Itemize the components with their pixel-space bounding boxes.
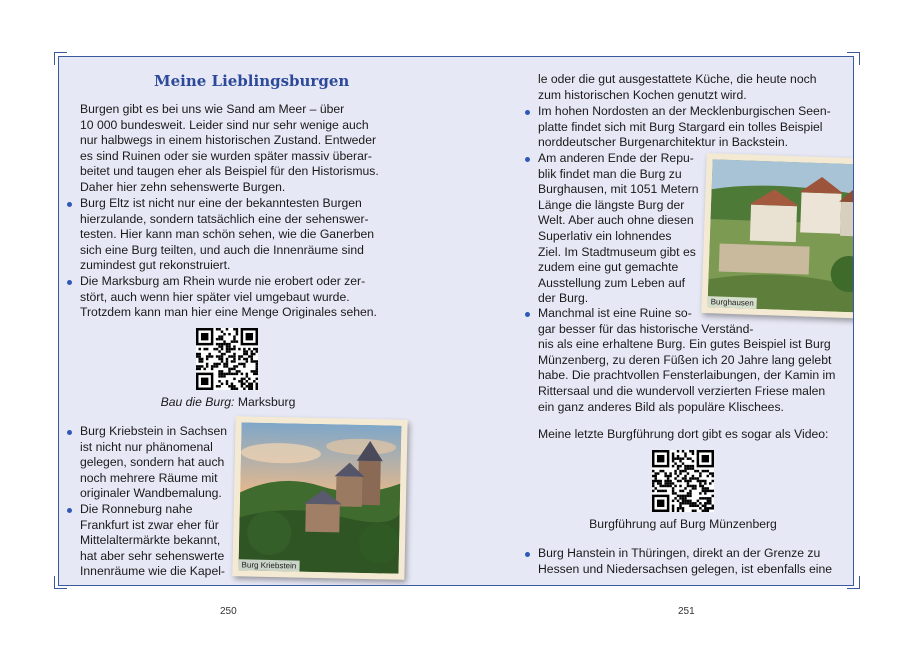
text-line: gelegen, sondern hat auch <box>80 455 225 470</box>
bullet-list-bottom <box>66 424 241 580</box>
text-line: Münzenberg, zu deren Füßen ich 20 Jahre lang gelebt <box>538 352 832 367</box>
photo-burg-kriebstein <box>232 416 407 580</box>
video-line: Meine letzte Burgführung dort gibt es sogar als Video: <box>538 427 829 441</box>
bullet-list-top <box>66 196 450 321</box>
text-line: testen. Hier kann man schön sehen, wie die Ganerben <box>80 227 375 242</box>
text-line: Die Ronneburg nahe <box>80 501 193 516</box>
bullet-list-right-lower <box>524 306 850 415</box>
text-line: es sind Ruinen oder sie wurden später massiv überar- <box>80 148 372 163</box>
text-line: Frankfurt ist zwar eher für <box>80 517 219 532</box>
text-line: ein ganz anderes Bild als populäre Klischees. <box>538 399 784 414</box>
text-line: ist nicht nur phänomenal <box>80 439 213 454</box>
text-line: der Burg. <box>538 291 589 306</box>
list-item-burg-eltz <box>66 196 450 274</box>
text-line: Daher hier zehn sehenswerte Burgen. <box>80 179 286 194</box>
text-line: Manchmal ist eine Ruine so- <box>538 306 692 320</box>
list-item-stargard <box>524 104 850 151</box>
text-line: gar besser für das historische Verständ- <box>538 321 754 336</box>
list-item-hanstein <box>524 546 850 577</box>
qr-caption-marksburg: Bau die Burg: Marksburg <box>160 395 296 409</box>
photo-label-kriebstein: Burg Kriebstein <box>238 559 299 571</box>
text-line: Innenräume wie die Kapel- <box>80 564 225 579</box>
text-line: hierzulande, sondern tatsächlich eine der sehenswer- <box>80 211 369 226</box>
castle-photo-illustration <box>238 422 401 573</box>
photo-burghausen <box>701 153 854 319</box>
text-line: zumindest gut rekonstruiert. <box>80 258 231 273</box>
text-line: nur halbwegs in einem historischen Zustand. Entweder <box>80 133 377 148</box>
list-item-marksburg <box>66 274 450 321</box>
right-page <box>456 56 854 586</box>
text-line: stört, auch wenn hier später viel umgebaut wurde. <box>80 289 350 304</box>
bullet-list-right-mid <box>524 151 724 307</box>
castle-photo-illustration <box>707 159 854 313</box>
text-line: Trotzdem kann man hier eine Menge Originales sehen. <box>80 305 377 320</box>
qr-caption-muenzenberg: Burgführung auf Burg Münzenberg <box>589 517 777 531</box>
continued-paragraph <box>538 72 848 103</box>
text-line: Im hohen Nordosten an der Mecklenburgischen Seen- <box>538 104 831 118</box>
bullet-list-right-top <box>524 104 850 151</box>
text-line: sich eine Burg teilten, und auch die Innenräume sind <box>80 242 364 257</box>
text-line: Länge die längste Burg der <box>538 197 685 212</box>
text-line: nis als eine erhaltene Burg. Ein gutes Beispiel ist Burg <box>538 337 831 352</box>
frame-corner-ornament <box>847 52 860 65</box>
list-item-kriebstein <box>66 424 241 502</box>
list-item-muenzenberg <box>524 306 850 415</box>
text-line: zum historischen Kochen genutzt wird. <box>538 87 747 102</box>
video-paragraph <box>538 427 848 443</box>
list-item-burghausen <box>524 151 724 307</box>
text-line: norddeutscher Burgenarchitektur in Backstein. <box>538 135 788 150</box>
page-number-right: 251 <box>678 606 695 617</box>
list-item-ronneburg <box>66 502 241 580</box>
photo-label-burghausen: Burghausen <box>707 296 757 309</box>
frame-corner-ornament <box>54 576 67 589</box>
text-line: Ziel. Im Stadtmuseum gibt es <box>538 244 696 259</box>
qr-code-marksburg[interactable] <box>196 328 258 390</box>
text-line: Hessen und Niedersachsen gelegen, ist ebenfalls eine <box>538 561 833 576</box>
book-spread <box>58 56 854 586</box>
qr-code-muenzenberg[interactable] <box>652 450 714 512</box>
section-heading: Meine Lieblingsburgen <box>154 72 350 90</box>
text-line: habe. Die prachtvollen Fensterlaibungen, der Kamin im <box>538 368 836 383</box>
text-line: Mittelaltermärkte bekannt, <box>80 533 221 548</box>
text-line: Burg Hanstein in Thüringen, direkt an der Grenze zu <box>538 546 821 560</box>
qr-code-icon <box>652 450 714 512</box>
text-line: le oder die gut ausgestattete Küche, die heute noch <box>538 72 817 86</box>
bullet-list-right-bottom <box>524 546 850 577</box>
text-line: Ausstellung zum Leben auf <box>538 275 686 290</box>
text-line: originaler Wandbemalung. <box>80 486 222 501</box>
frame-corner-ornament <box>847 576 860 589</box>
frame-corner-ornament <box>54 52 67 65</box>
page-number-left: 250 <box>220 606 237 617</box>
text-line: Rittersaal und die wundervoll verzierten Friese malen <box>538 383 826 398</box>
text-line: zudem eine gut gemachte <box>538 260 679 275</box>
text-line: Burgen gibt es bei uns wie Sand am Meer – über <box>80 102 345 116</box>
text-line: Burg Eltz ist nicht nur eine der bekanntesten Burgen <box>80 196 362 210</box>
text-line: blik findet man die Burg zu <box>538 166 682 181</box>
intro-paragraph <box>80 102 450 196</box>
text-line: platte findet sich mit Burg Stargard ein tolles Beispiel <box>538 119 823 134</box>
text-line: Am anderen Ende der Repu- <box>538 151 694 165</box>
text-line: hat aber sehr sehenswerte <box>80 548 225 563</box>
text-line: 10 000 bundesweit. Leider sind nur sehr wenige auch <box>80 117 369 132</box>
text-line: Burghausen, mit 1051 Metern <box>538 182 699 197</box>
text-line: Superlativ ein lohnendes <box>538 228 672 243</box>
text-line: beitet und taugen eher als Beispiel für den Historismus. <box>80 164 379 179</box>
text-line: noch mehrere Räume mit <box>80 470 218 485</box>
text-line: Die Marksburg am Rhein wurde nie erobert oder zer- <box>80 273 366 288</box>
left-page <box>58 56 456 586</box>
text-line: Burg Kriebstein in Sachsen <box>80 424 228 438</box>
text-line: Welt. Aber auch ohne diesen <box>538 213 694 228</box>
qr-code-icon <box>196 328 258 390</box>
